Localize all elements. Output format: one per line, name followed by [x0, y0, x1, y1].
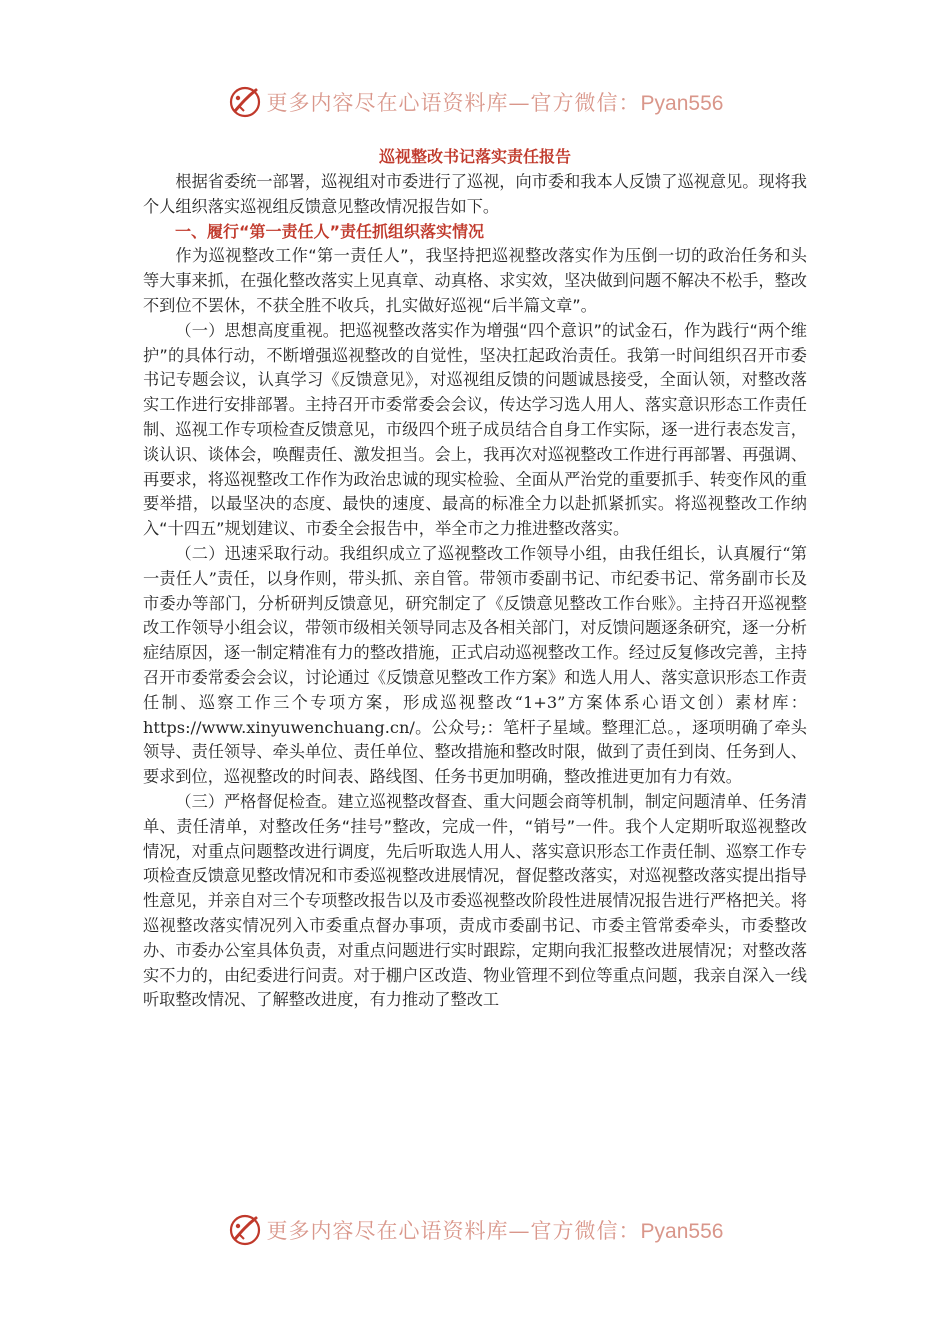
- banner-text: 更多内容尽在心语资料库—官方微信：Pyan556: [266, 1219, 724, 1243]
- banner-text: 更多内容尽在心语资料库—官方微信：Pyan556: [266, 91, 724, 115]
- document-title: 巡视整改书记落实责任报告: [378, 147, 571, 166]
- paragraph-1: （一）思想高度重视。把巡视整改落实作为增强“四个意识”的试金石，作为践行“两个维护”的具体行动，不断增强巡视整改的自觉性，坚决扛起政治责任。我第一时间组织召开市委书记专题会议，认真学习《反馈意见》，对巡视组反馈的问题诚恳接受，全面认领，对整改落实工作进行安排部署。主持召开市委常委会会议，传达学习选人用人、落实意识形态工作责任制、巡视工作专项检查反馈意见，市级四个班子成员结合自身工作实际，逐一进行表态发言，谈认识、谈体会，唤醒责任、激发担当。会上，我再次对巡视整改工作进行再部署、再强调、再要求，将巡视整改工作作为政治忠诚的现实检验、全面从严治党的重要抓手、转变作风的重要举措，以最坚决的态度、最快的速度、最高的标准全力以赴抓紧抓实。将巡视整改工作纳入“十四五”规划建议、市委全会报告中，举全市之力推进整改落实。: [143, 320, 807, 539]
- footer-watermark-banner: [0, 1208, 950, 1252]
- section-paragraph: 作为巡视整改工作“第一责任人”，我坚持把巡视整改落实作为压倒一切的政治任务和头等大事来抓，在强化整改落实上见真章、动真格、求实效，坚决做到问题不解决不松手，整改不到位不罢休，不获全胜不收兵，扎实做好巡视“后半篇文章”。: [143, 246, 807, 315]
- document-body: [143, 146, 807, 1013]
- intro-paragraph: 根据省委统一部署，巡视组对市委进行了巡视，向市委和我本人反馈了巡视意见。现将我个人组织落实巡视组反馈意见整改情况报告如下。: [143, 172, 807, 216]
- paragraph-2: （二）迅速采取行动。我组织成立了巡视整改工作领导小组，由我任组长，认真履行“第一责任人”责任，以身作则，带头抓、亲自管。带领市委副书记、市纪委书记、常务副市长及市委办等部门，分析研判反馈意见，研究制定了《反馈意见整改工作台账》。主持召开巡视整改工作领导小组会议，带领市级相关领导同志及各相关部门，对反馈问题逐条研究，逐一分析症结原因，逐一制定精准有力的整改措施，正式启动巡视整改工作。经过反复修改完善，主持召开市委常委会会议，讨论通过《反馈意见整改工作方案》和选人用人、落实意识形态工作责任制、巡察工作三个专项方案，形成巡视整改“1+3”方案体系心语文创）素材库：https://www.xinyuwenchuang.cn/。公众号;：笔杆子星域。整理汇总。，逐项明确了牵头领导、责任领导、牵头单位、责任单位、整改措施和整改时限，做到了责任到岗、任务到人、要求到位，巡视整改的时间表、路线图、任务书更加明确，整改推进更加有力有效。: [143, 543, 807, 787]
- pen-logo-icon: [227, 1212, 263, 1248]
- pen-logo-icon: [227, 84, 263, 120]
- header-watermark-banner: [0, 80, 950, 124]
- paragraph-3: （三）严格督促检查。建立巡视整改督查、重大问题会商等机制，制定问题清单、任务清单、责任清单，对整改任务“挂号”整改，完成一件，“销号”一件。我个人定期听取巡视整改情况，对重点问题整改进行调度，先后听取选人用人、落实意识形态工作责任制、巡察工作专项检查反馈意见整改情况和市委巡视整改进展情况，督促整改落实，对巡视整改落实提出指导性意见，并亲自对三个专项整改报告以及市委巡视整改阶段性进展情况报告进行严格把关。将巡视整改落实情况列入市委重点督办事项，责成市委副书记、市委主管常委牵头，市委整改办、市委办公室具体负责，对重点问题进行实时跟踪，定期向我汇报整改进展情况；对整改落实不力的，由纪委进行问责。对于棚户区改造、物业管理不到位等重点问题，我亲自深入一线听取整改情况、了解整改进度，有力推动了整改工: [143, 791, 807, 1010]
- section-heading: 一、履行“第一责任人”责任抓组织落实情况: [175, 221, 485, 241]
